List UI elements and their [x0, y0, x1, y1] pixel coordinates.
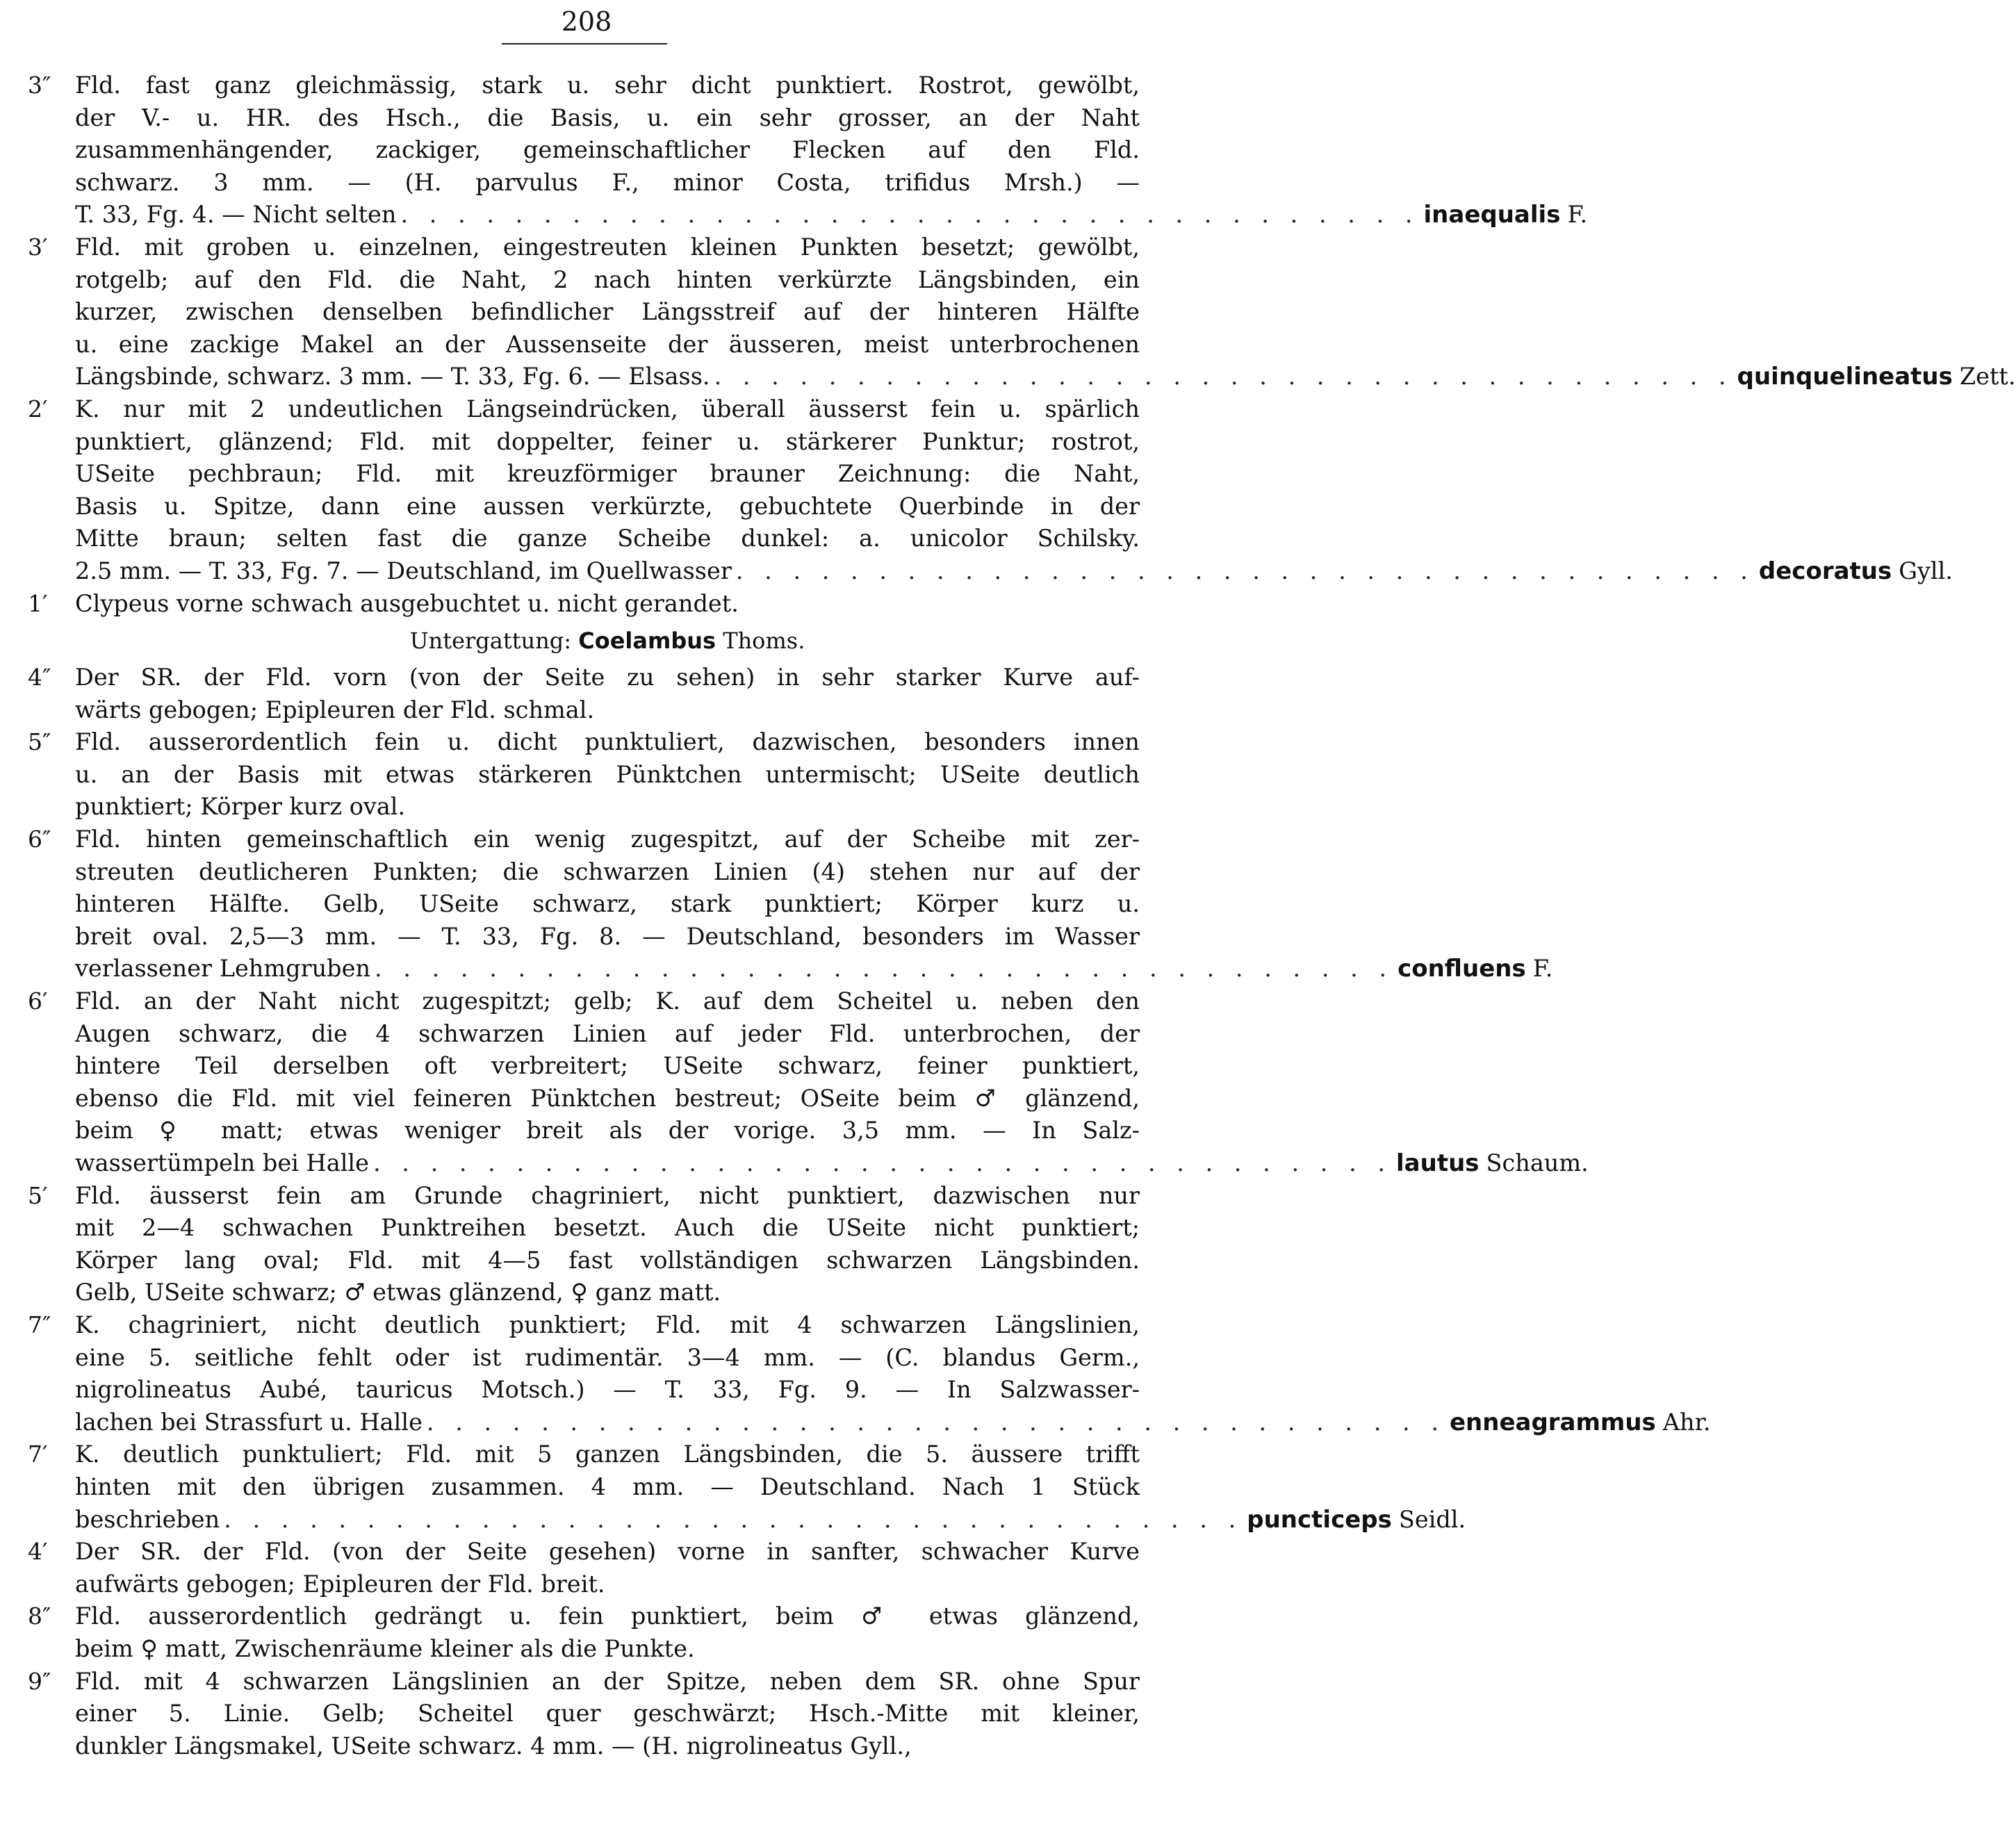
text-line: Fld. an der Naht nicht zugespitzt; gelb; K. auf dem Scheitel u. neben den — [75, 987, 1140, 1015]
locality-text: lachen bei Strassfurt u. Halle — [75, 1408, 423, 1436]
species-line — [75, 1504, 1466, 1536]
key-entry — [28, 1180, 1140, 1309]
text-line: punktiert; Körper kurz oval. — [75, 793, 406, 821]
couplet-number: 2′ — [28, 395, 48, 423]
leader-dots: . . . . . . . . . . . . . . . . . . . . . . . . . . . . . . . . . . . . — [224, 1505, 1243, 1533]
text-line: K. nur mit 2 undeutlichen Längseindrücken, überall äusserst fein u. spärlich — [75, 395, 1140, 423]
text-line: beim ♀ matt; etwas weniger breit als der vorige. 3,5 mm. — In Salz- — [75, 1117, 1140, 1145]
text-line: nigrolineatus Aubé, tauricus Motsch.) — T. 33, Fg. 9. — In Salzwasser- — [75, 1376, 1140, 1404]
subgenus-prefix: Untergattung: — [409, 628, 579, 655]
species-name: decoratus — [1758, 557, 1892, 585]
species-line — [75, 1406, 1711, 1439]
couplet-number: 7′ — [28, 1441, 48, 1468]
couplet-number: 1′ — [28, 589, 48, 617]
key-entry — [28, 69, 1588, 231]
text-line: Fld. mit 4 schwarzen Längslinien an der Spitze, neben dem SR. ohne Spur — [75, 1667, 1140, 1695]
couplet-number: 5″ — [28, 728, 51, 756]
text-line: wärts gebogen; Epipleuren der Fld. schmal. — [75, 696, 595, 723]
text-line: ebenso die Fld. mit viel feineren Pünktchen bestreut; OSeite beim ♂ glänzend, — [75, 1084, 1140, 1112]
text-line: hintere Teil derselben oft verbreitert; USeite schwarz, feiner punktiert, — [75, 1052, 1140, 1080]
text-line: Fld. ausserordentlich fein u. dicht punktuliert, dazwischen, besonders innen — [75, 728, 1140, 756]
key-entry — [28, 662, 1140, 726]
text-line: USeite pechbraun; Fld. mit kreuzförmiger brauner Zeichnung: die Naht, — [75, 460, 1140, 488]
key-entries — [28, 69, 2016, 1762]
text-line: Fld. ausserordentlich gedrängt u. fein punktiert, beim ♂ etwas glänzend, — [75, 1602, 1140, 1630]
locality-text: Längsbinde, schwarz. 3 mm. — T. 33, Fg. 6. — Elsass. — [75, 363, 710, 391]
text-line: Mitte braun; selten fast die ganze Scheibe dunkel: a. unicolor Schilsky. — [75, 525, 1140, 552]
text-line: kurzer, zwischen denselben befindlicher Längsstreif auf der hinteren Hälfte — [75, 298, 1140, 326]
text-line: rotgelb; auf den Fld. die Naht, 2 nach hinten verkürzte Längsbinden, ein — [75, 265, 1140, 293]
couplet-number: 4′ — [28, 1538, 48, 1566]
text-line: breit oval. 2,5—3 mm. — T. 33, Fg. 8. — Deutschland, besonders im Wasser — [75, 922, 1140, 950]
key-entry — [28, 985, 1589, 1180]
key-entry — [28, 1309, 1711, 1438]
text-line: Clypeus vorne schwach ausgebuchtet u. nicht gerandet. — [75, 589, 739, 617]
leader-dots: . . . . . . . . . . . . . . . . . . . . . . . . . . . . . . . . . . . . — [426, 1408, 1445, 1436]
locality-text: 2.5 mm. — T. 33, Fg. 7. — Deutschland, im Quellwasser — [75, 557, 732, 584]
leader-dots: . . . . . . . . . . . . . . . . . . . . . . . . . . . . . . . . . . . . — [714, 363, 1733, 391]
text-line: streuten deutlicheren Punkten; die schwarzen Linien (4) stehen nur auf der — [75, 858, 1140, 885]
text-line: Der SR. der Fld. vorn (von der Seite zu sehen) in sehr starker Kurve auf- — [75, 664, 1140, 691]
text-line: Fld. mit groben u. einzelnen, eingestreuten kleinen Punkten besetzt; gewölbt, — [75, 233, 1140, 261]
species-line — [75, 361, 2016, 393]
text-line: der V.- u. HR. des Hsch., die Basis, u. ein sehr grosser, an der Naht — [75, 104, 1140, 131]
couplet-number: 6″ — [28, 826, 51, 853]
text-line: punktiert, glänzend; Fld. mit doppelter, feiner u. stärkerer Punktur; rostrot, — [75, 427, 1140, 455]
key-entry — [28, 588, 1140, 621]
key-entry — [28, 1438, 1466, 1536]
subgenus-heading — [28, 620, 1140, 662]
key-entry — [28, 1600, 1140, 1665]
species-name: enneagrammus — [1449, 1408, 1656, 1436]
text-line: aufwärts gebogen; Epipleuren der Fld. breit. — [75, 1570, 605, 1598]
leader-dots: . . . . . . . . . . . . . . . . . . . . . . . . . . . . . . . . . . . . — [375, 955, 1394, 983]
species-line — [75, 1147, 1589, 1180]
key-entry — [28, 1666, 1140, 1763]
species-author: Gyll. — [1899, 557, 1953, 584]
species-name: inaequalis — [1423, 201, 1561, 229]
text-line: mit 2—4 schwachen Punktreihen besetzt. Auch die USeite nicht punktiert; — [75, 1214, 1140, 1242]
couplet-number: 5′ — [28, 1181, 48, 1209]
key-entry — [28, 1536, 1140, 1600]
species-author: Seidl. — [1398, 1505, 1466, 1533]
species-author: Schaum. — [1486, 1149, 1589, 1176]
text-line: Fld. hinten gemeinschaftlich ein wenig zugespitzt, auf der Scheibe mit zer- — [75, 826, 1140, 853]
locality-text: beschrieben — [75, 1505, 220, 1533]
couplet-number: 3′ — [28, 233, 48, 261]
key-entry — [28, 726, 1140, 823]
text-line: K. chagriniert, nicht deutlich punktiert; Fld. mit 4 schwarzen Längslinien, — [75, 1311, 1140, 1338]
header-rule — [502, 43, 667, 44]
text-line: u. an der Basis mit etwas stärkeren Pünktchen untermischt; USeite deutlich — [75, 760, 1140, 788]
couplet-number: 3″ — [28, 72, 51, 99]
subgenus-name: Coelambus — [578, 628, 716, 655]
locality-text: T. 33, Fg. 4. — Nicht selten — [75, 201, 397, 229]
couplet-number: 4″ — [28, 664, 51, 691]
text-line: beim ♀ matt, Zwischenräume kleiner als die Punkte. — [75, 1634, 695, 1662]
species-line — [75, 953, 1553, 985]
text-line: Der SR. der Fld. (von der Seite gesehen) vorne in sanfter, schwacher Kurve — [75, 1538, 1140, 1566]
locality-text: wassertümpeln bei Halle — [75, 1149, 369, 1176]
species-name: confluens — [1398, 955, 1526, 983]
key-entry — [28, 231, 2016, 393]
text-line: u. eine zackige Makel an der Aussenseite der äusseren, meist unterbrochenen — [75, 330, 1140, 358]
species-name: quinquelineatus — [1737, 363, 1953, 391]
text-line: schwarz. 3 mm. — (H. parvulus F., minor Costa, trifidus Mrsh.) — — [75, 168, 1140, 196]
text-line: Fld. fast ganz gleichmässig, stark u. sehr dicht punktiert. Rostrot, gewölbt, — [75, 72, 1140, 99]
text-line: Fld. äusserst fein am Grunde chagriniert, nicht punktiert, dazwischen nur — [75, 1181, 1140, 1209]
text-line: hinten mit den übrigen zusammen. 4 mm. — Deutschland. Nach 1 Stück — [75, 1473, 1140, 1500]
text-line: Augen schwarz, die 4 schwarzen Linien auf jeder Fld. unterbrochen, der — [75, 1019, 1140, 1047]
species-author: F. — [1532, 955, 1553, 983]
text-line: eine 5. seitliche fehlt oder ist rudimentär. 3—4 mm. — (C. blandus Germ., — [75, 1343, 1140, 1371]
couplet-number: 6′ — [28, 987, 48, 1015]
text-line: Basis u. Spitze, dann eine aussen verkürzte, gebuchtete Querbinde in der — [75, 492, 1140, 520]
species-author: F. — [1567, 201, 1588, 229]
species-author: Zett. — [1959, 363, 2016, 391]
key-entry — [28, 393, 1953, 588]
text-line: hinteren Hälfte. Gelb, USeite schwarz, stark punktiert; Körper kurz u. — [75, 890, 1140, 918]
text-line: Körper lang oval; Fld. mit 4—5 fast vollständigen schwarzen Längsbinden. — [75, 1246, 1140, 1274]
species-name: puncticeps — [1247, 1505, 1392, 1534]
species-line — [75, 199, 1588, 231]
species-line — [75, 555, 1953, 588]
couplet-number: 8″ — [28, 1602, 51, 1630]
couplet-number: 9″ — [28, 1667, 51, 1695]
text-line: dunkler Längsmakel, USeite schwarz. 4 mm. — (H. nigrolineatus Gyll., — [75, 1732, 912, 1760]
species-name: lautus — [1396, 1149, 1480, 1177]
locality-text: verlassener Lehmgruben — [75, 955, 371, 983]
leader-dots: . . . . . . . . . . . . . . . . . . . . . . . . . . . . . . . . . . . . — [400, 201, 1420, 229]
leader-dots: . . . . . . . . . . . . . . . . . . . . . . . . . . . . . . . . . . . . — [372, 1149, 1393, 1176]
text-line: einer 5. Linie. Gelb; Scheitel quer geschwärzt; Hsch.-Mitte mit kleiner, — [75, 1700, 1140, 1728]
leader-dots: . . . . . . . . . . . . . . . . . . . . . . . . . . . . . . . . . . . . — [735, 557, 1755, 584]
species-author: Ahr. — [1662, 1408, 1711, 1436]
couplet-number: 7″ — [28, 1311, 51, 1338]
page-number: 208 — [561, 6, 612, 37]
key-entry — [28, 823, 1553, 985]
text-line: Gelb, USeite schwarz; ♂ etwas glänzend, ♀ ganz matt. — [75, 1279, 721, 1306]
subgenus-author: Thoms. — [716, 628, 805, 655]
text-line: zusammenhängender, zackiger, gemeinschaftlicher Flecken auf den Fld. — [75, 136, 1140, 164]
text-line: K. deutlich punktuliert; Fld. mit 5 ganzen Längsbinden, die 5. äussere trifft — [75, 1441, 1140, 1468]
